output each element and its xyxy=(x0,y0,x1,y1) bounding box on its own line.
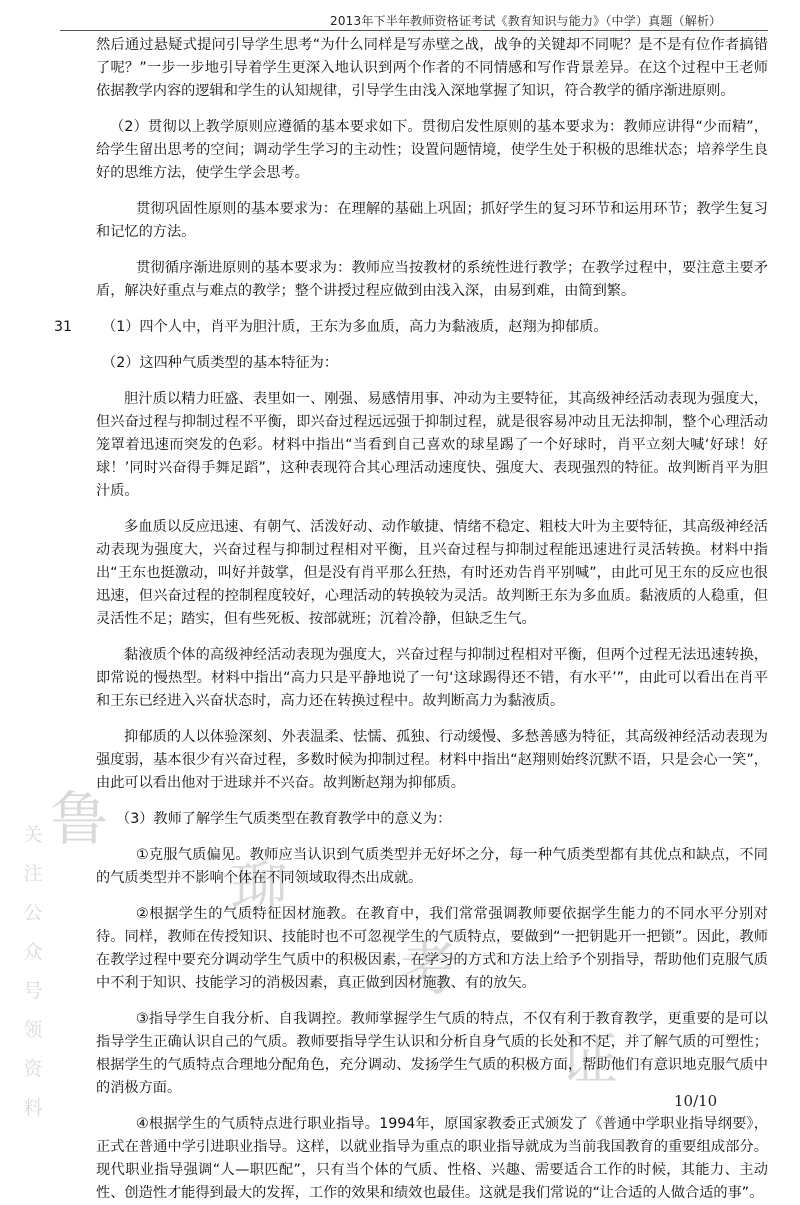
watermark-col-char: 关 xyxy=(23,824,43,846)
watermark-col-char: 注 xyxy=(23,863,43,885)
header-rule xyxy=(60,30,768,31)
watermark-char: 珋 xyxy=(230,855,289,923)
watermark-column xyxy=(20,816,46,1128)
document-body xyxy=(54,34,768,1205)
question-number: 31 xyxy=(54,319,73,335)
paragraph: （2）这四种气质类型的基本特征为： xyxy=(102,355,339,371)
watermark-col-char: 号 xyxy=(23,980,43,1002)
watermark-col-char: 料 xyxy=(23,1097,43,1119)
watermark-col-char: 众 xyxy=(23,941,43,963)
paragraph: （3）教师了解学生气质类型在教育教学中的意义为： xyxy=(116,811,452,827)
paragraph: （2）贯彻以上教学原则应遵循的基本要求如下。贯彻启发性原则的基本要求为：教师应讲得“少而精”，给学生留出思考的空间；调动学生学习的主动性；设置问题情境，使学生处于积极的思维状态；培养学生良好的思维方法，使学生学会思考。 xyxy=(96,119,768,181)
watermark-char: 鲁 xyxy=(50,785,109,853)
watermark-char: 证 xyxy=(560,1025,619,1093)
paragraph: 贯彻巩固性原则的基本要求为：在理解的基础上巩固；抓好学生的复习环节和运用环节；教学生复习和记忆的方法。 xyxy=(96,201,768,240)
question-31-answer-1 xyxy=(54,316,768,339)
watermark-col-char: 资 xyxy=(23,1058,43,1080)
page-number: 10/10 xyxy=(674,1092,718,1110)
paragraph: ③指导学生自我分析、自我调控。教师掌握学生气质的特点，不仅有利于教育教学，更重要的是可以指导学生正确认识自己的气质。教师要指导学生认识和分析自身气质的长处和不足，并了解气质的可塑性；根据学生的气质特点合理地分配角色，充分调动、发扬学生气质的积极方面，帮助他们有意识地克服气质中的消极方面。 xyxy=(96,1011,768,1096)
paragraph: 多血质以反应迅速、有朝气、活泼好动、动作敏捷、情绪不稳定、粗枝大叶为主要特征，其高级神经活动表现为强度大，兴奋过程与抑制过程相对平衡，且兴奋过程与抑制过程能迅速进行灵活转换。材料中指出“王东也挺激动，叫好并鼓掌，但是没有肖平那么狂热，有时还劝告肖平别喊”，由此可见王东的反应也很迅速，但兴奋过程的控制程度较好，心理活动的转换较为灵活。故判断王东为多血质。黏液质的人稳重，但灵活性不足；踏实，但有些死板、按部就班；沉着冷静，但缺乏生气。 xyxy=(96,519,768,627)
paragraph: ②根据学生的气质特征因材施教。在教育中，我们常常强调教师要依据学生能力的不同水平分别对待。同样，教师在传授知识、技能时也不可忽视学生的气质特点，要做到“一把钥匙开一把锁”。因此，教师在教学过程中要充分调动学生气质中的积极因素，在学习的方式和方法上给予个别指导，帮助他们克服气质中不利于知识、技能学习的消极因素，真正做到因材施教、有的放矢。 xyxy=(96,906,768,991)
paragraph: 然后通过悬疑式提问引导学生思考“为什么同样是写赤壁之战，战争的关键却不同呢？是不是有位作者搞错了呢？”一步一步地引导着学生更深入地认识到两个作者的不同情感和写作背景差异。在这个过程中王老师依据教学内容的逻辑和学生的认知规律，引导学生由浅入深地掌握了知识，符合教学的循序渐进原则。 xyxy=(96,37,768,99)
watermark-col-char: 公 xyxy=(23,902,43,924)
document-header: 2013年下半年教师资格证考试《教育知识与能力》（中学）真题（解析） xyxy=(330,14,722,28)
watermark-char: 考 xyxy=(400,935,459,1003)
paragraph: 抑郁质的人以体验深刻、外表温柔、怯懦、孤独、行动缓慢、多愁善感为特征，其高级神经活动表现为强度弱，基本很少有兴奋过程，多数时候为抑制过程。材料中指出“赵翔则始终沉默不语，只是会心一笑”，由此可以看出他对于进球并不兴奋。故判断赵翔为抑郁质。 xyxy=(96,729,768,791)
paragraph: 贯彻循序渐进原则的基本要求为：教师应当按教材的系统性进行教学；在教学过程中，要注意主要矛盾，解决好重点与难点的教学；整个讲授过程应做到由浅入深，由易到难，由简到繁。 xyxy=(96,260,768,299)
paragraph: ①克服气质偏见。教师应当认识到气质类型并无好坏之分，每一种气质类型都有其优点和缺点，不同的气质类型并不影响个体在不同领域取得杰出成就。 xyxy=(96,847,768,886)
paragraph: 胆汁质以精力旺盛、表里如一、刚强、易感情用事、冲动为主要特征，其高级神经活动表现为强度大，但兴奋过程与抑制过程不平衡，即兴奋过程远远强于抑制过程，就是很容易冲动且无法抑制，整个心理活动笼罩着迅速而突发的色彩。材料中指出“当看到自己喜欢的球星踢了一个好球时，肖平立刻大喊‘好球！好球！’同时兴奋得手舞足蹈”，这种表现符合其心理活动速度快、强度大、表现强烈的特征。故判断肖平为胆汁质。 xyxy=(96,391,768,499)
watermark-col-char: 领 xyxy=(23,1019,43,1041)
paragraph: 黏液质个体的高级神经活动表现为强度大，兴奋过程与抑制过程相对平衡，但两个过程无法迅速转换，即常说的慢热型。材料中指出“高力只是平静地说了一句‘这球踢得还不错，有水平’”，由此可以看出在肖平和王东已经进入兴奋状态时，高力还在转换过程中。故判断高力为黏液质。 xyxy=(96,647,768,709)
paragraph: （1）四个人中，肖平为胆汁质，王东为多血质，高力为黏液质，赵翔为抑郁质。 xyxy=(102,319,608,335)
paragraph: ④根据学生的气质特点进行职业指导。1994年，原国家教委正式颁发了《普通中学职业指导纲要》，正式在普通中学引进职业指导。这样，以就业指导为重点的职业指导就成为当前我国教育的重要组成部分。现代职业指导强调“人—职匹配”，只有当个体的气质、性格、兴趣、需要适合工作的时候，其能力、主动性、创造性才能得到最大的发挥，工作的效果和绩效也最佳。这就是我们常说的“让合适的人做合适的事”。 xyxy=(96,1116,768,1201)
